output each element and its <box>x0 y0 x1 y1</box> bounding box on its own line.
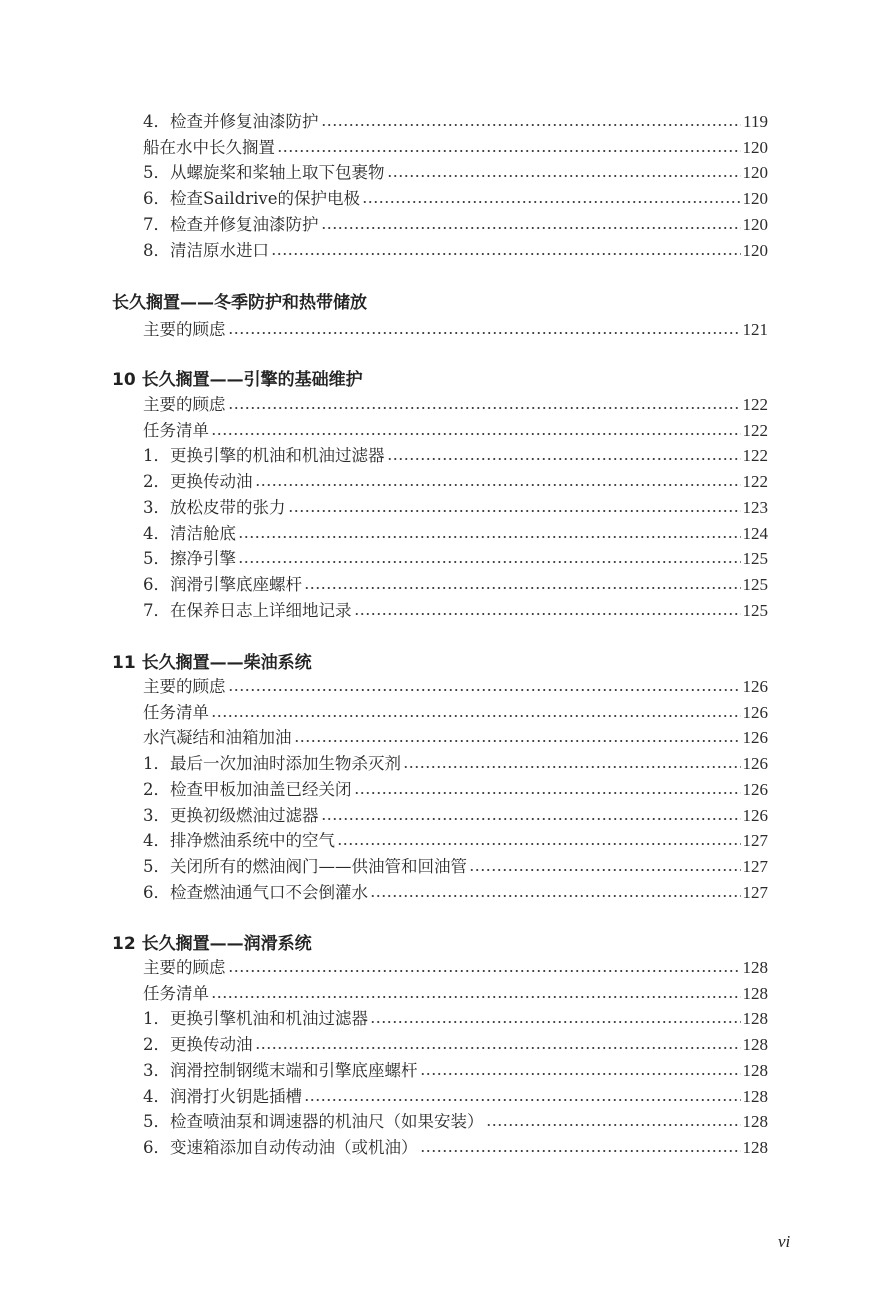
entry-title: 检查Saildrive的保护电极 <box>170 189 361 209</box>
toc-entry[interactable] <box>143 752 768 776</box>
dot-leader <box>337 843 741 845</box>
entry-number: 4． <box>143 1086 170 1106</box>
entry-number: 1． <box>143 1009 170 1029</box>
toc-entry[interactable] <box>143 419 768 443</box>
entry-title: 润滑打火钥匙插槽 <box>170 1086 302 1106</box>
toc-entry[interactable] <box>143 110 768 134</box>
entry-title: 检查甲板加油盖已经关闭 <box>170 779 352 799</box>
entry-title: 主要的顾虑 <box>143 395 226 414</box>
dot-leader <box>255 1047 741 1049</box>
section-heading[interactable]: 11 长久搁置——柴油系统 <box>112 653 312 673</box>
dot-leader <box>370 1021 741 1023</box>
entry-number: 4． <box>143 831 170 851</box>
entry-page: 122 <box>742 472 768 492</box>
dot-leader <box>211 433 741 435</box>
dot-leader <box>321 227 741 229</box>
entry-page: 122 <box>742 446 768 466</box>
entry-number: 1． <box>143 446 170 466</box>
toc-entry[interactable] <box>143 675 768 699</box>
entry-title: 润滑引擎底座螺杆 <box>170 574 302 594</box>
entry-title: 更换传动油 <box>170 1035 253 1055</box>
dot-leader <box>277 150 741 152</box>
entry-title: 船在水中长久搁置 <box>143 137 275 157</box>
dot-leader <box>321 124 742 126</box>
entry-number: 6． <box>143 189 170 209</box>
entry-title: 清洁原水进口 <box>170 240 269 260</box>
entry-title: 擦净引擎 <box>170 549 236 569</box>
entry-number: 6． <box>143 882 170 902</box>
entry-number: 6． <box>143 1137 170 1157</box>
entry-number: 5． <box>143 549 170 569</box>
entry-page: 126 <box>742 677 768 696</box>
entry-title: 润滑控制钢缆末端和引擎底座螺杆 <box>170 1060 418 1080</box>
entry-number: 4． <box>143 523 170 543</box>
entry-page: 121 <box>742 320 768 339</box>
entry-number: 7． <box>143 600 170 620</box>
entry-title: 主要的顾虑 <box>143 320 226 339</box>
entry-page: 128 <box>742 1137 768 1157</box>
entry-page: 120 <box>742 163 768 183</box>
entry-number: 6． <box>143 574 170 594</box>
toc-entry[interactable] <box>143 1110 768 1134</box>
dot-leader <box>354 792 741 794</box>
toc-entry[interactable] <box>143 829 768 853</box>
toc-entry[interactable] <box>143 1059 768 1083</box>
entry-page: 127 <box>742 856 768 876</box>
entry-title: 检查并修复油漆防护 <box>170 214 319 234</box>
entry-title: 任务清单 <box>143 702 209 722</box>
entry-page: 127 <box>742 831 768 851</box>
dot-leader <box>486 1124 741 1126</box>
toc-entry[interactable] <box>143 726 768 750</box>
toc-entry[interactable] <box>143 393 768 417</box>
entry-page: 123 <box>742 497 768 517</box>
entry-title: 任务清单 <box>143 983 209 1003</box>
dot-leader <box>211 996 741 998</box>
dot-leader <box>321 818 741 820</box>
entry-page: 125 <box>742 600 768 620</box>
toc-entry[interactable] <box>143 1136 768 1160</box>
entry-number: 2． <box>143 1035 170 1055</box>
toc-entry[interactable] <box>143 982 768 1006</box>
entry-title: 更换初级燃油过滤器 <box>170 805 319 825</box>
section-heading[interactable]: 长久搁置——冬季防护和热带储放 <box>112 293 367 313</box>
entry-title: 更换引擎机油和机油过滤器 <box>170 1009 368 1029</box>
entry-number: 5． <box>143 856 170 876</box>
entry-page: 128 <box>742 958 768 977</box>
toc-entry[interactable] <box>143 496 768 520</box>
entry-title: 主要的顾虑 <box>143 677 226 696</box>
entry-number: 3． <box>143 1060 170 1080</box>
dot-leader <box>255 484 741 486</box>
toc-entry[interactable] <box>143 239 768 263</box>
entry-page: 125 <box>742 574 768 594</box>
entry-page: 128 <box>742 1060 768 1080</box>
entry-title: 检查喷油泵和调速器的机油尺（如果安装） <box>170 1112 484 1132</box>
page-number: vi <box>778 1232 791 1251</box>
entry-page: 128 <box>742 1112 768 1132</box>
entry-title: 检查并修复油漆防护 <box>170 112 319 131</box>
dot-leader <box>211 715 741 717</box>
entry-title: 更换传动油 <box>170 472 253 492</box>
entry-title: 排净燃油系统中的空气 <box>170 831 335 851</box>
entry-title: 变速箱添加自动传动油（或机油） <box>170 1137 418 1157</box>
entry-page: 126 <box>742 754 768 774</box>
entry-title: 检查燃油通气口不会倒灌水 <box>170 882 368 902</box>
dot-leader <box>362 201 740 203</box>
dot-leader <box>238 536 741 538</box>
dot-leader <box>304 587 741 589</box>
toc-entry[interactable] <box>143 855 768 879</box>
entry-page: 120 <box>742 240 768 260</box>
dot-leader <box>387 458 741 460</box>
entry-title: 在保养日志上详细地记录 <box>170 600 352 620</box>
dot-leader <box>370 895 741 897</box>
entry-page: 126 <box>742 805 768 825</box>
entry-page: 128 <box>742 1035 768 1055</box>
section-heading[interactable]: 12 长久搁置——润滑系统 <box>112 934 312 954</box>
toc-entry[interactable] <box>143 136 768 160</box>
dot-leader <box>228 407 741 409</box>
entry-number: 3． <box>143 805 170 825</box>
toc-entry[interactable] <box>143 444 768 468</box>
entry-number: 2． <box>143 472 170 492</box>
toc-entry[interactable] <box>143 187 768 211</box>
entry-number: 8． <box>143 240 170 260</box>
entry-page: 128 <box>742 1009 768 1029</box>
dot-leader <box>420 1150 741 1152</box>
entry-number: 1． <box>143 754 170 774</box>
toc-entry[interactable] <box>143 599 768 623</box>
toc-entry[interactable] <box>143 318 768 342</box>
dot-leader <box>228 332 741 334</box>
entry-number: 5． <box>143 1112 170 1132</box>
entry-page: 122 <box>742 420 768 440</box>
entry-page: 126 <box>742 728 768 748</box>
entry-number: 4． <box>143 112 170 131</box>
dot-leader <box>271 253 741 255</box>
entry-number: 3． <box>143 497 170 517</box>
entry-page: 120 <box>742 137 768 157</box>
entry-page: 122 <box>742 395 768 414</box>
entry-title: 任务清单 <box>143 420 209 440</box>
toc-entry[interactable] <box>143 956 768 980</box>
dot-leader <box>420 1073 741 1075</box>
entry-page: 125 <box>742 549 768 569</box>
entry-title: 更换引擎的机油和机油过滤器 <box>170 446 385 466</box>
entry-title: 清洁舱底 <box>170 523 236 543</box>
entry-page: 128 <box>742 1086 768 1106</box>
entry-title: 从螺旋桨和桨轴上取下包裹物 <box>170 163 385 183</box>
toc-entry[interactable] <box>143 701 768 725</box>
entry-page: 120 <box>742 214 768 234</box>
dot-leader <box>304 1099 741 1101</box>
dot-leader <box>387 175 741 177</box>
entry-page: 119 <box>743 112 768 131</box>
dot-leader <box>228 689 741 691</box>
toc-entry[interactable] <box>143 470 768 494</box>
dot-leader <box>294 740 741 742</box>
dot-leader <box>288 510 741 512</box>
entry-page: 124 <box>742 523 768 543</box>
toc-entry[interactable] <box>143 161 768 185</box>
entry-page: 120 <box>742 189 768 209</box>
toc-entry[interactable] <box>143 804 768 828</box>
entry-title: 水汽凝结和油箱加油 <box>143 728 292 748</box>
toc-entry[interactable] <box>143 522 768 546</box>
dot-leader <box>403 766 741 768</box>
dot-leader <box>238 561 741 563</box>
entry-page: 128 <box>742 983 768 1003</box>
entry-title: 放松皮带的张力 <box>170 497 286 517</box>
toc-entry[interactable] <box>143 778 768 802</box>
dot-leader <box>469 869 741 871</box>
entry-title: 最后一次加油时添加生物杀灭剂 <box>170 754 401 774</box>
entry-title: 主要的顾虑 <box>143 958 226 977</box>
toc-entry[interactable] <box>143 1007 768 1031</box>
toc-entry[interactable] <box>143 1033 768 1057</box>
entry-page: 127 <box>742 882 768 902</box>
entry-number: 7． <box>143 214 170 234</box>
dot-leader <box>228 970 741 972</box>
entry-number: 2． <box>143 779 170 799</box>
toc-entry[interactable] <box>143 881 768 905</box>
entry-page: 126 <box>742 779 768 799</box>
toc-entry[interactable] <box>143 547 768 571</box>
dot-leader <box>354 613 741 615</box>
toc-entry[interactable] <box>143 213 768 237</box>
toc-entry[interactable] <box>143 573 768 597</box>
toc-entry[interactable] <box>143 1085 768 1109</box>
entry-page: 126 <box>742 702 768 722</box>
section-heading[interactable]: 10 长久搁置——引擎的基础维护 <box>112 370 363 390</box>
entry-title: 关闭所有的燃油阀门——供油管和回油管 <box>170 856 467 876</box>
entry-number: 5． <box>143 163 170 183</box>
